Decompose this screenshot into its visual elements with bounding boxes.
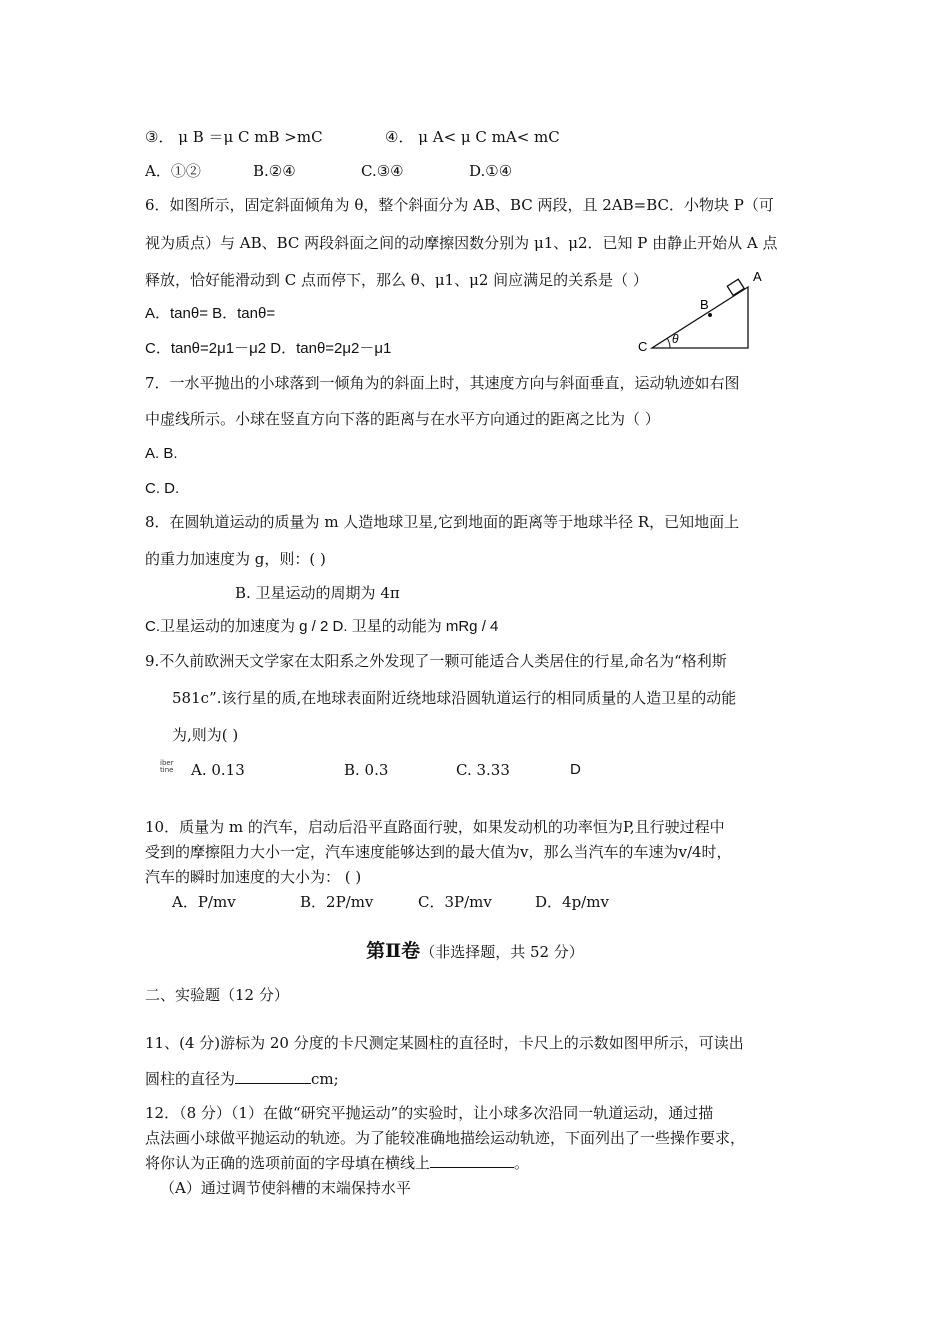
q8-option-b: B. 卫星运动的周期为 4π [235, 584, 400, 602]
part-2-subtitle: （非选择题，共 52 分） [420, 943, 584, 961]
part-2-title: 第Ⅱ卷 [366, 940, 421, 962]
q10-line-1: 10．质量为 m 的汽车，启动后沿平直路面行驶，如果发动机的功率恒为P,且行驶过程中 [145, 818, 725, 836]
q7-options-ab: A. B. [145, 445, 178, 462]
q12-line-1: 12．（8 分）（1）在做“研究平抛运动”的实验时，让小球多次沿同一轨道运动，通过描 [145, 1104, 714, 1122]
q6-line-1: 6．如图所示，固定斜面倾角为 θ，整个斜面分为 AB、BC 两段，且 2AB=BC．小物块 P（可 [145, 196, 774, 214]
incline-figure [630, 265, 770, 360]
q10-option-d: D．4p/mv [535, 893, 609, 911]
q9-option-a: A. 0.13 [191, 761, 245, 779]
q10-line-2: 受到的摩擦阻力大小一定，汽车速度能够达到的最大值为v，那么当汽车的车速为v/4时， [145, 843, 732, 861]
label-c: C [638, 339, 648, 354]
q9-option-d: D [570, 761, 581, 778]
q5-answer-b: B.②④ [253, 162, 296, 180]
label-a: A [753, 269, 762, 284]
q9-option-b: B. 0.3 [344, 761, 389, 779]
q6-line-3: 释放，恰好能滑动到 C 点而停下，那么 θ、μ1、μ2 间应满足的关系是（ ） [145, 271, 648, 289]
q5-option-3: ③． μ B ＝μ C mB >mC [145, 128, 323, 146]
label-theta: θ [672, 332, 679, 346]
q6-options-cd: C．tanθ=2μ1－μ2 D．tanθ=2μ2－μ1 [145, 340, 392, 357]
q8-options-cd: C.卫星运动的加速度为 g / 2 D. 卫星的动能为 mRg / 4 [145, 618, 499, 635]
q5-option-4: ④． μ A< μ C mA< mC [385, 128, 560, 146]
q9-line-1: 9.不久前欧洲天文学家在太阳系之外发现了一颗可能适合人类居住的行星,命名为“格利斯 [145, 652, 727, 670]
q7-line-2: 中虚线所示。小球在竖直方向下落的距离与在水平方向通过的距离之比为（ ） [145, 410, 660, 428]
q10-option-a: A．P/mv [172, 893, 236, 911]
q12-answer-blank[interactable] [430, 1153, 514, 1168]
q5-answer-c: C.③④ [361, 162, 404, 180]
q11-line-2: 圆柱的直径为 cm; [145, 1070, 339, 1088]
angle-arc [667, 338, 670, 348]
q5-answer-d: D.①④ [469, 162, 513, 180]
q11-line-1: 11、(4 分)游标为 20 分度的卡尺测定某圆柱的直径时，卡尺上的示数如图甲所示，可读出 [145, 1034, 744, 1052]
q9-option-c: C. 3.33 [456, 761, 510, 779]
q7-line-1: 7．一水平抛出的小球落到一倾角为的斜面上时，其速度方向与斜面垂直，运动轨迹如右图 [145, 374, 740, 392]
q8-line-1: 8．在圆轨道运动的质量为 m 人造地球卫星,它到地面的距离等于地球半径 R，已知地面上 [145, 513, 740, 531]
q10-option-c: C．3P/mv [418, 893, 492, 911]
q12-option-a: （A）通过调节使斜槽的末端保持水平 [160, 1179, 411, 1197]
liberline-logo: iber tine [160, 759, 174, 774]
q8-line-2: 的重力加速度为 g，则：( ) [145, 550, 326, 568]
part-2-heading [0, 936, 950, 963]
q11-answer-blank[interactable] [235, 1069, 311, 1084]
section-heading: 二、实验题（12 分） [145, 986, 289, 1004]
label-b: B [700, 297, 709, 312]
point-b-marker [708, 313, 712, 317]
q5-answer-a: A．①② [145, 162, 201, 180]
q6-line-2: 视为质点）与 AB、BC 两段斜面之间的动摩擦因数分别为 μ1、μ2．已知 P 由静止开始从 A 点 [145, 234, 778, 252]
q12-line-2: 点法画小球做平抛运动的轨迹。为了能较准确地描绘运动轨迹，下面列出了一些操作要求， [145, 1129, 746, 1147]
q10-line-3: 汽车的瞬时加速度的大小为： ( ) [145, 868, 362, 886]
q7-options-cd: C. D. [145, 480, 180, 497]
q9-line-2: 581c”.该行星的质,在地球表面附近绕地球沿圆轨道运行的相同质量的人造卫星的动能 [172, 689, 737, 707]
q12-line-3: 将你认为正确的选项前面的字母填在横线上 。 [145, 1154, 530, 1172]
q9-line-3: 为,则为( ) [172, 726, 239, 744]
q6-options-ab: A．tanθ= B．tanθ= [145, 305, 276, 322]
q10-option-b: B．2P/mv [300, 893, 374, 911]
